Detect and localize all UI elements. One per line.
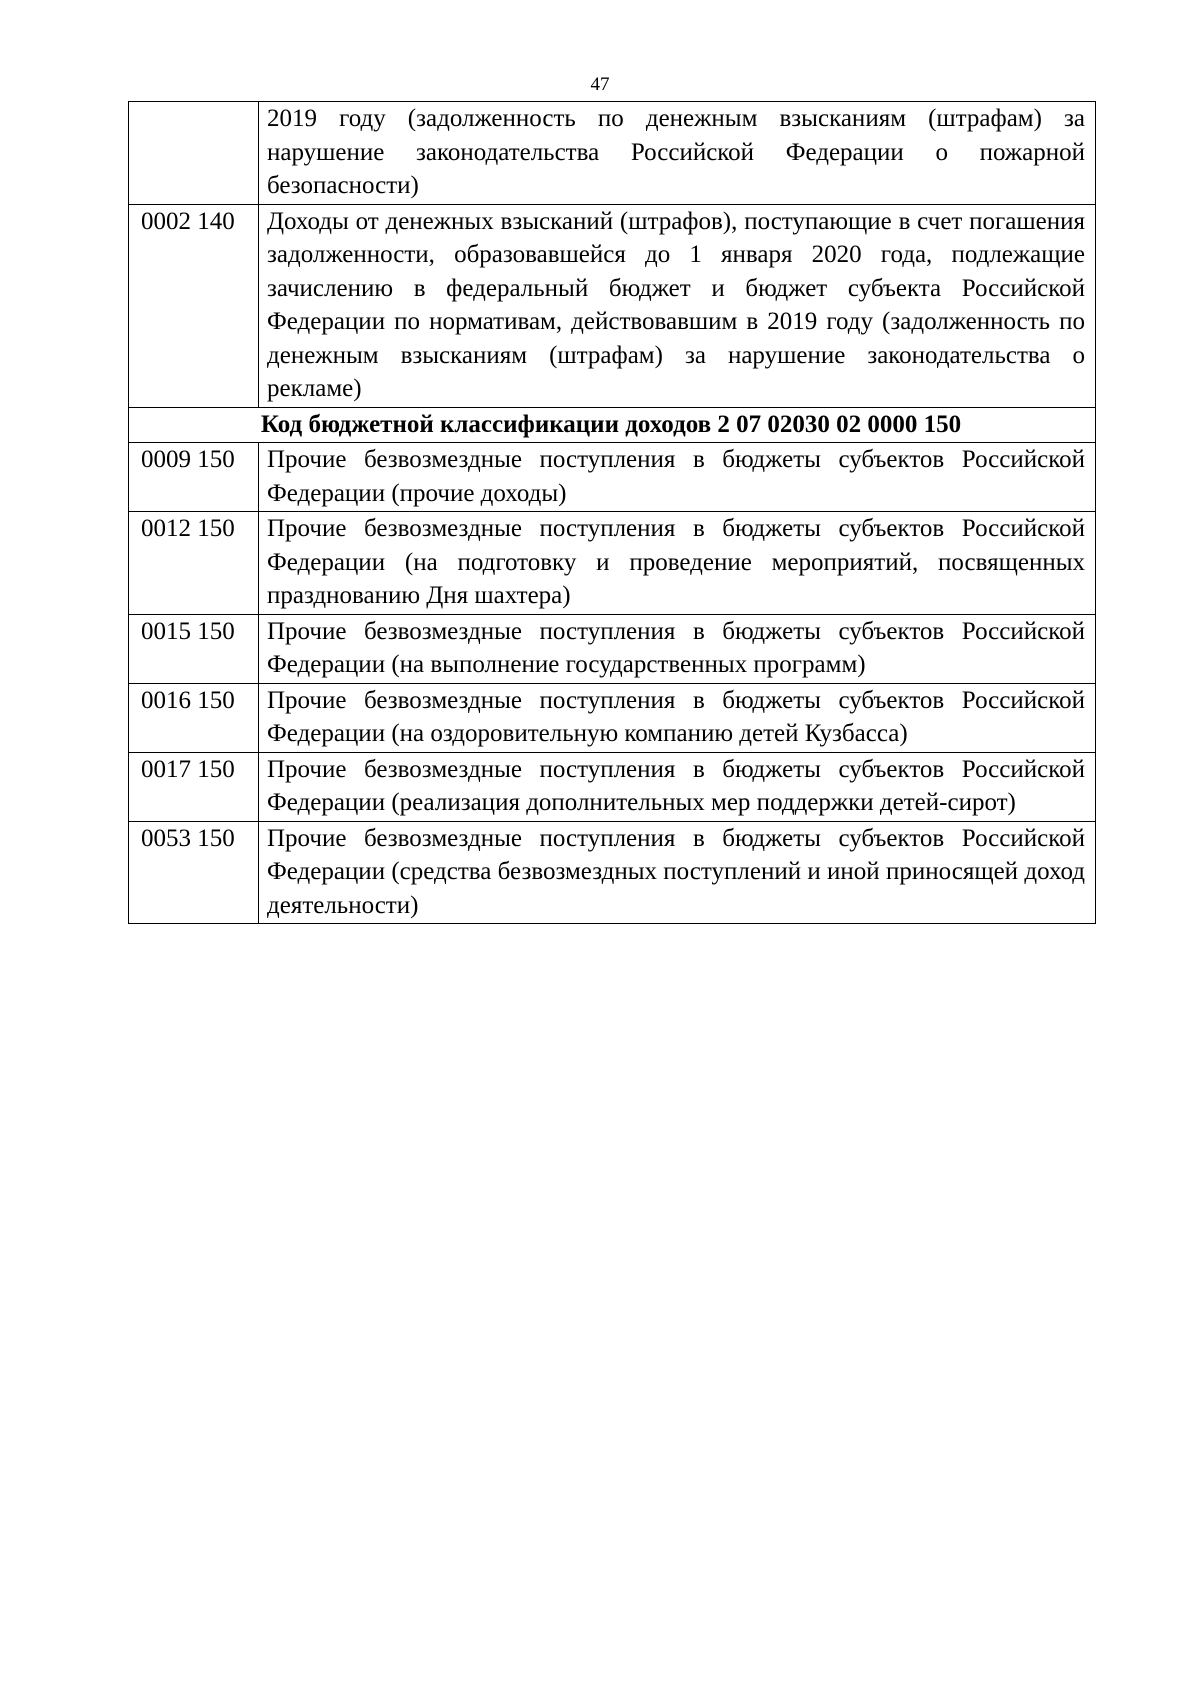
code-cell: 0016 150	[129, 683, 259, 752]
table-row	[129, 683, 1096, 752]
table-row	[129, 821, 1096, 924]
code-cell: 0012 150	[129, 512, 259, 615]
description-cell: Прочие безвозмездные поступления в бюджеты субъектов Российской Федерации (на выполнение государственных программ)	[259, 614, 1096, 683]
section-heading: Код бюджетной классификации доходов 2 07 02030 02 0000 150	[129, 407, 1096, 443]
table-row	[129, 752, 1096, 821]
description-cell: Доходы от денежных взысканий (штрафов), поступающие в счет погашения задолженности, образовавшейся до 1 января 2020 года, подлежащие зачислению в федеральный бюджет и бюджет субъекта Российской Федерации по нормативам, действовавшим в 2019 году (задолженность по денежным взысканиям (штрафам) за нарушение законодательства о рекламе)	[259, 204, 1096, 407]
revenue-classification-table	[128, 101, 1096, 924]
code-cell: 0002 140	[129, 204, 259, 407]
page-number: 47	[590, 74, 610, 95]
code-cell	[129, 102, 259, 205]
code-cell: 0017 150	[129, 752, 259, 821]
description-cell: Прочие безвозмездные поступления в бюджеты субъектов Российской Федерации (прочие доходы)	[259, 443, 1096, 512]
description-cell: Прочие безвозмездные поступления в бюджеты субъектов Российской Федерации (реализация дополнительных мер поддержки детей-сирот)	[259, 752, 1096, 821]
code-cell: 0015 150	[129, 614, 259, 683]
code-cell: 0009 150	[129, 443, 259, 512]
table-row	[129, 204, 1096, 407]
description-cell: Прочие безвозмездные поступления в бюджеты субъектов Российской Федерации (на подготовку и проведение мероприятий, посвященных празднованию Дня шахтера)	[259, 512, 1096, 615]
table-row	[129, 614, 1096, 683]
section-heading-row	[129, 407, 1096, 443]
table-row	[129, 102, 1096, 205]
table-row	[129, 512, 1096, 615]
code-cell: 0053 150	[129, 821, 259, 924]
description-cell: 2019 году (задолженность по денежным взысканиям (штрафам) за нарушение законодательства Российской Федерации о пожарной безопасности)	[259, 102, 1096, 205]
description-cell: Прочие безвозмездные поступления в бюджеты субъектов Российской Федерации (средства безвозмездных поступлений и иной приносящей доход деятельности)	[259, 821, 1096, 924]
description-cell: Прочие безвозмездные поступления в бюджеты субъектов Российской Федерации (на оздоровительную компанию детей Кузбасса)	[259, 683, 1096, 752]
table-row	[129, 443, 1096, 512]
